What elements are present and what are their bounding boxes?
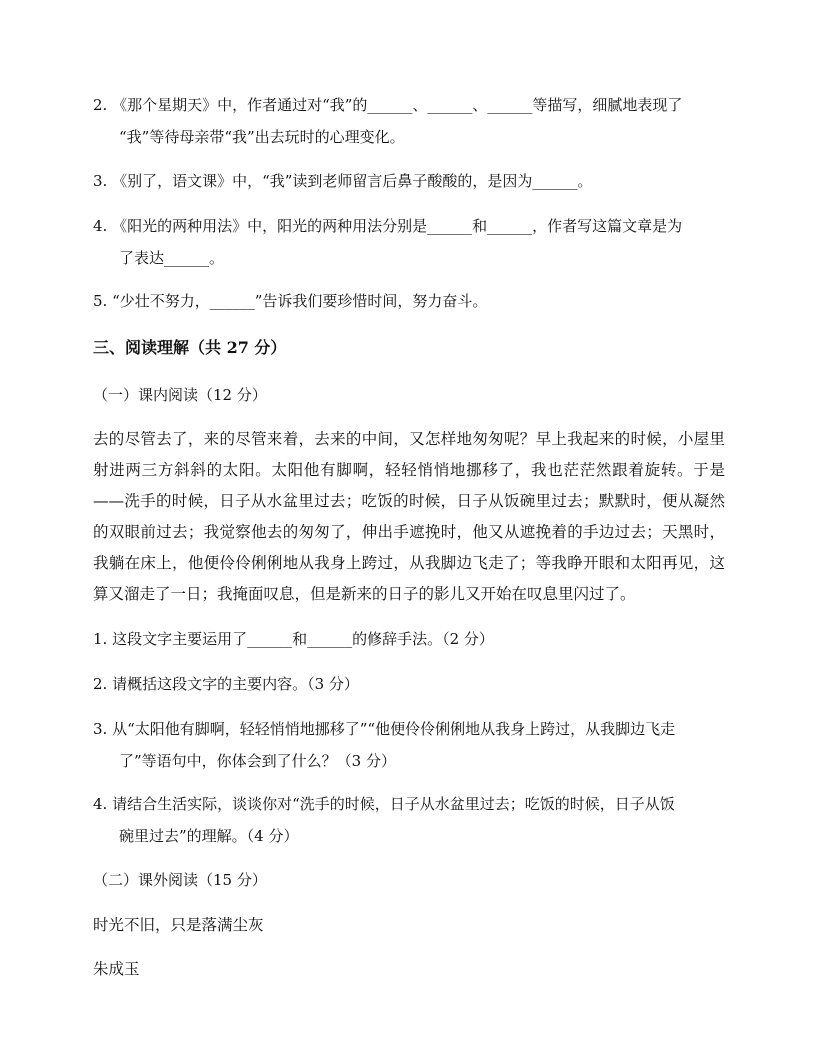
reading-question-4 <box>93 788 723 852</box>
question-number: 3. <box>93 172 108 190</box>
question-number: 5. <box>93 292 108 310</box>
question-text: 请结合生活实际，谈谈你对“洗手的时候，日子从水盆里过去；吃饭的时候，日子从饭 <box>112 795 675 813</box>
question-number: 3. <box>93 720 108 738</box>
reading-question-1 <box>93 623 723 655</box>
question-4 <box>93 210 723 274</box>
question-text: 这段文字主要运用了______和______的修辞手法。（2 分） <box>112 630 494 648</box>
part-title: （二）课外阅读（15 分） <box>93 871 267 889</box>
question-number: 2. <box>93 96 108 114</box>
article-author: 朱成玉 <box>93 960 140 978</box>
question-number: 2. <box>93 675 108 693</box>
question-text-continued: 了”等语句中，你体会到了什么？（3 分） <box>119 752 396 770</box>
question-text: 从“太阳他有脚啊，轻轻悄悄地挪移了”“他便伶伶俐俐地从我身上跨过，从我脚边飞走 <box>112 720 676 738</box>
question-text-continued: 了表达______。 <box>119 249 225 267</box>
question-3 <box>93 165 723 197</box>
question-text: 《那个星期天》中，作者通过对“我”的______、______、______等描写，细腻地表现了 <box>112 96 683 114</box>
question-text: 《别了，语文课》中，“我”读到老师留言后鼻子酸酸的，是因为______。 <box>112 172 593 190</box>
question-text: 请概括这段文字的主要内容。（3 分） <box>112 675 359 693</box>
reading-question-2 <box>93 668 723 700</box>
question-text-continued: “我”等待母亲带“我”出去玩时的心理变化。 <box>119 128 405 146</box>
question-number: 4. <box>93 217 108 235</box>
reading-question-3 <box>93 713 723 777</box>
question-number: 4. <box>93 795 108 813</box>
question-text: 《阳光的两种用法》中，阳光的两种用法分别是______和______，作者写这篇文章是为 <box>112 217 683 235</box>
question-text: “少壮不努力，______”告诉我们要珍惜时间，努力奋斗。 <box>112 292 488 310</box>
reading-passage: 去的尽管去了，来的尽管来着，去来的中间，又怎样地匆匆呢？早上我起来的时候，小屋里射进两三方斜斜的太阳。太阳他有脚啊，轻轻悄悄地挪移了，我也茫茫然跟着旋转。于是——洗手的时候，日子从水盆里过去；吃饭的时候，日子从饭碗里过去；默默时，便从凝然的双眼前过去；我觉察他去的匆匆了，伸出手遮挽时，他又从遮挽着的手边过去；天黑时，我躺在床上，他便伶伶俐俐地从我身上跨过，从我脚边飞走了；等我睁开眼和太阳再见，这算又溜走了一日；我掩面叹息，但是新来的日子的影儿又开始在叹息里闪过了。 <box>93 430 725 603</box>
part-title: （一）课内阅读（12 分） <box>93 386 267 404</box>
question-2 <box>93 89 723 153</box>
article-title: 时光不旧，只是落满尘灰 <box>93 916 264 934</box>
question-number: 1. <box>93 630 108 648</box>
question-5 <box>93 285 723 317</box>
question-text-continued: 碗里过去”的理解。（4 分） <box>119 827 299 845</box>
section-heading: 三、阅读理解（共 27 分） <box>93 338 287 357</box>
